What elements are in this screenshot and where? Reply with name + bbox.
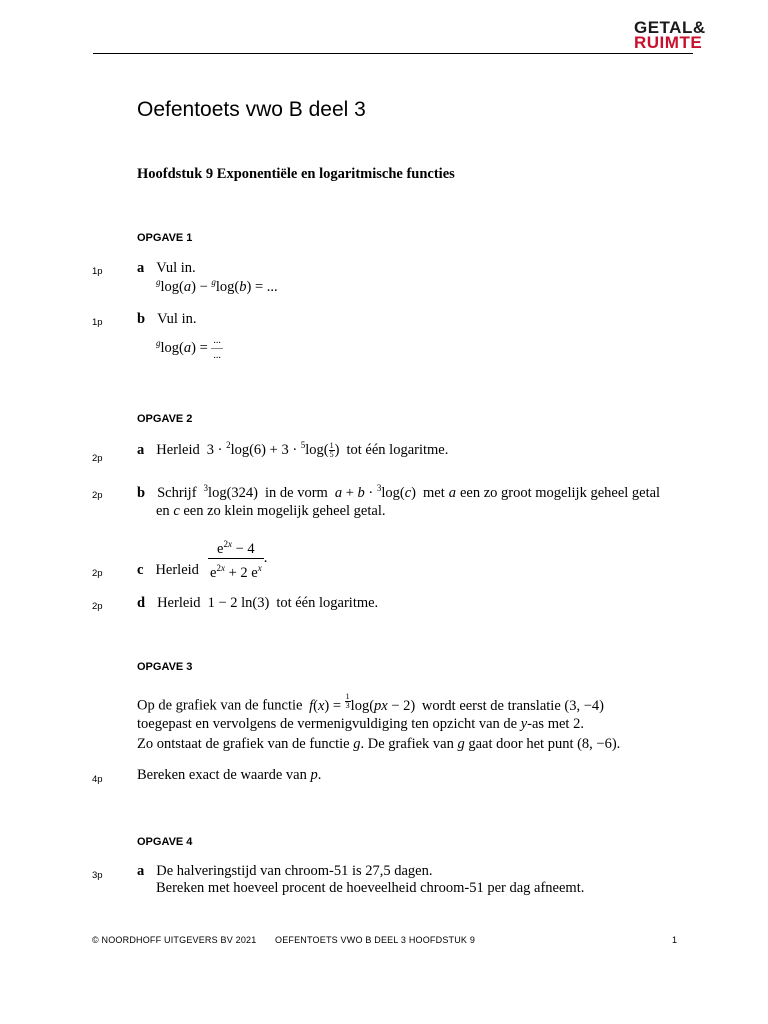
opgave-2b-formula-1: $^3$log(324): [203, 483, 258, 501]
opgave-3-line-3a: Zo ontstaat de grafiek van de functie: [137, 736, 350, 752]
var-y: y: [520, 716, 528, 732]
opgave-3-function: f(x) = $^{\frac{1}{3}}$ log(px − 2): [309, 692, 416, 714]
opgave-2a-formula: 3 · $^2$log(6) + 3 · $^5$log( $\frac{1}{5}$ ): [206, 440, 340, 460]
opgave-2c: [137, 561, 199, 579]
opgave-3-line-2: [137, 716, 584, 733]
opgave-3-line-1a: Op de grafiek van de functie: [137, 697, 303, 714]
opgave-2b-post1: met: [422, 485, 445, 501]
opgave-4a-line-2: Bereken met hoeveel procent de hoeveelheid chroom-51 per dag afneemt.: [156, 880, 585, 896]
logo-line-1: GETAL&: [634, 18, 706, 37]
var-p: p: [310, 767, 318, 783]
opgave-3-line-3c: gaat door het punt (8, −6).: [468, 736, 621, 752]
opgave-2c-pre: Herleid: [155, 562, 199, 578]
opgave-3-line-1: [137, 693, 604, 715]
var-g-2: g: [457, 736, 465, 752]
opgave-1b: [137, 310, 197, 328]
publisher-logo: [634, 20, 706, 50]
page-title: Oefentoets vwo B deel 3: [137, 98, 366, 121]
opgave-2a: [137, 440, 448, 459]
opgave-4a-points: 3p: [92, 870, 103, 881]
opgave-2b-line2b: een zo klein mogelijk geheel getal.: [183, 503, 386, 519]
opgave-2c-letter: c: [137, 562, 144, 578]
opgave-4a-line-1: De halveringstijd van chroom-51 is 27,5 dagen.: [156, 863, 433, 879]
opgave-2a-letter: a: [137, 442, 145, 458]
opgave-2c-formula: $\frac{e^{2x} - 4}{e^{2x} + 2 e^x}$ .: [208, 535, 267, 582]
opgave-2b-letter: b: [137, 485, 146, 501]
opgave-1a: [137, 259, 196, 277]
footer-document: OEFENTOETS VWO B DEEL 3 HOOFDSTUK 9: [275, 935, 476, 945]
opgave-3-line-1b: wordt eerst de translatie (3, −4): [421, 697, 604, 714]
opgave-4a: [137, 862, 433, 880]
opgave-3-question-text: Bereken exact de waarde van: [137, 767, 307, 783]
opgave-2b-formula-2: a + b · $^3$log(c): [334, 483, 416, 501]
opgave-1a-text: Vul in.: [156, 260, 196, 276]
opgave-2b: [137, 483, 660, 502]
opgave-2a-post: tot één logaritme.: [346, 442, 449, 458]
opgave-2c-points: 2p: [92, 568, 103, 579]
opgave-3-heading: OPGAVE 3: [137, 661, 193, 673]
opgave-2b-points: 2p: [92, 490, 103, 501]
opgave-3-line-3: [137, 736, 620, 753]
opgave-2d-letter: d: [137, 595, 146, 611]
header-rule: [93, 53, 693, 54]
opgave-2d-pre: Herleid: [157, 595, 201, 611]
opgave-2-heading: OPGAVE 2: [137, 413, 193, 425]
var-g: g: [353, 736, 361, 752]
opgave-3-line-2a: toegepast en vervolgens de vermenigvuldiging ten opzicht van de: [137, 716, 518, 732]
opgave-2b-line2a: en: [156, 503, 170, 519]
opgave-1b-points: 1p: [92, 317, 103, 328]
chapter-heading: Hoofdstuk 9 Exponentiële en logaritmische functies: [137, 166, 455, 182]
opgave-2a-pre: Herleid: [156, 442, 200, 458]
opgave-1b-text: Vul in.: [157, 311, 197, 327]
opgave-2b-line2: [156, 503, 386, 520]
opgave-4-heading: OPGAVE 4: [137, 836, 193, 848]
opgave-3-question-end: .: [317, 767, 322, 783]
opgave-1a-formula: $^g$log(a) − $^g$log(b) = ...: [156, 277, 278, 295]
opgave-2b-pre: Schrijf: [157, 485, 197, 501]
opgave-2b-post2: een zo groot mogelijk geheel getal: [459, 485, 661, 501]
opgave-2d-formula: 1 − 2 ln(3): [207, 595, 270, 611]
opgave-3-points: 4p: [92, 774, 103, 785]
opgave-2b-mid: in de vorm: [264, 485, 328, 501]
opgave-1-heading: OPGAVE 1: [137, 232, 193, 244]
opgave-1b-letter: b: [137, 311, 146, 327]
opgave-2d-points: 2p: [92, 601, 103, 612]
opgave-2d: [137, 594, 378, 612]
opgave-1a-letter: a: [137, 260, 145, 276]
footer-page-number: 1: [672, 935, 678, 945]
opgave-4a-letter: a: [137, 863, 145, 879]
var-a: a: [448, 485, 456, 501]
opgave-3-line-2b: -as met 2.: [527, 716, 584, 732]
opgave-3-line-3b: . De grafiek van: [360, 736, 454, 752]
opgave-1b-formula: $^g$log(a) = $\frac{...}{...}$: [156, 335, 221, 361]
opgave-3-question: [137, 767, 321, 784]
opgave-1a-points: 1p: [92, 266, 103, 277]
opgave-2d-post: tot één logaritme.: [276, 595, 379, 611]
logo-line-2: RUIMTE: [634, 33, 703, 52]
footer-copyright: © NOORDHOFF UITGEVERS BV 2021: [92, 935, 257, 945]
opgave-2a-points: 2p: [92, 453, 103, 464]
var-c: c: [173, 503, 180, 519]
